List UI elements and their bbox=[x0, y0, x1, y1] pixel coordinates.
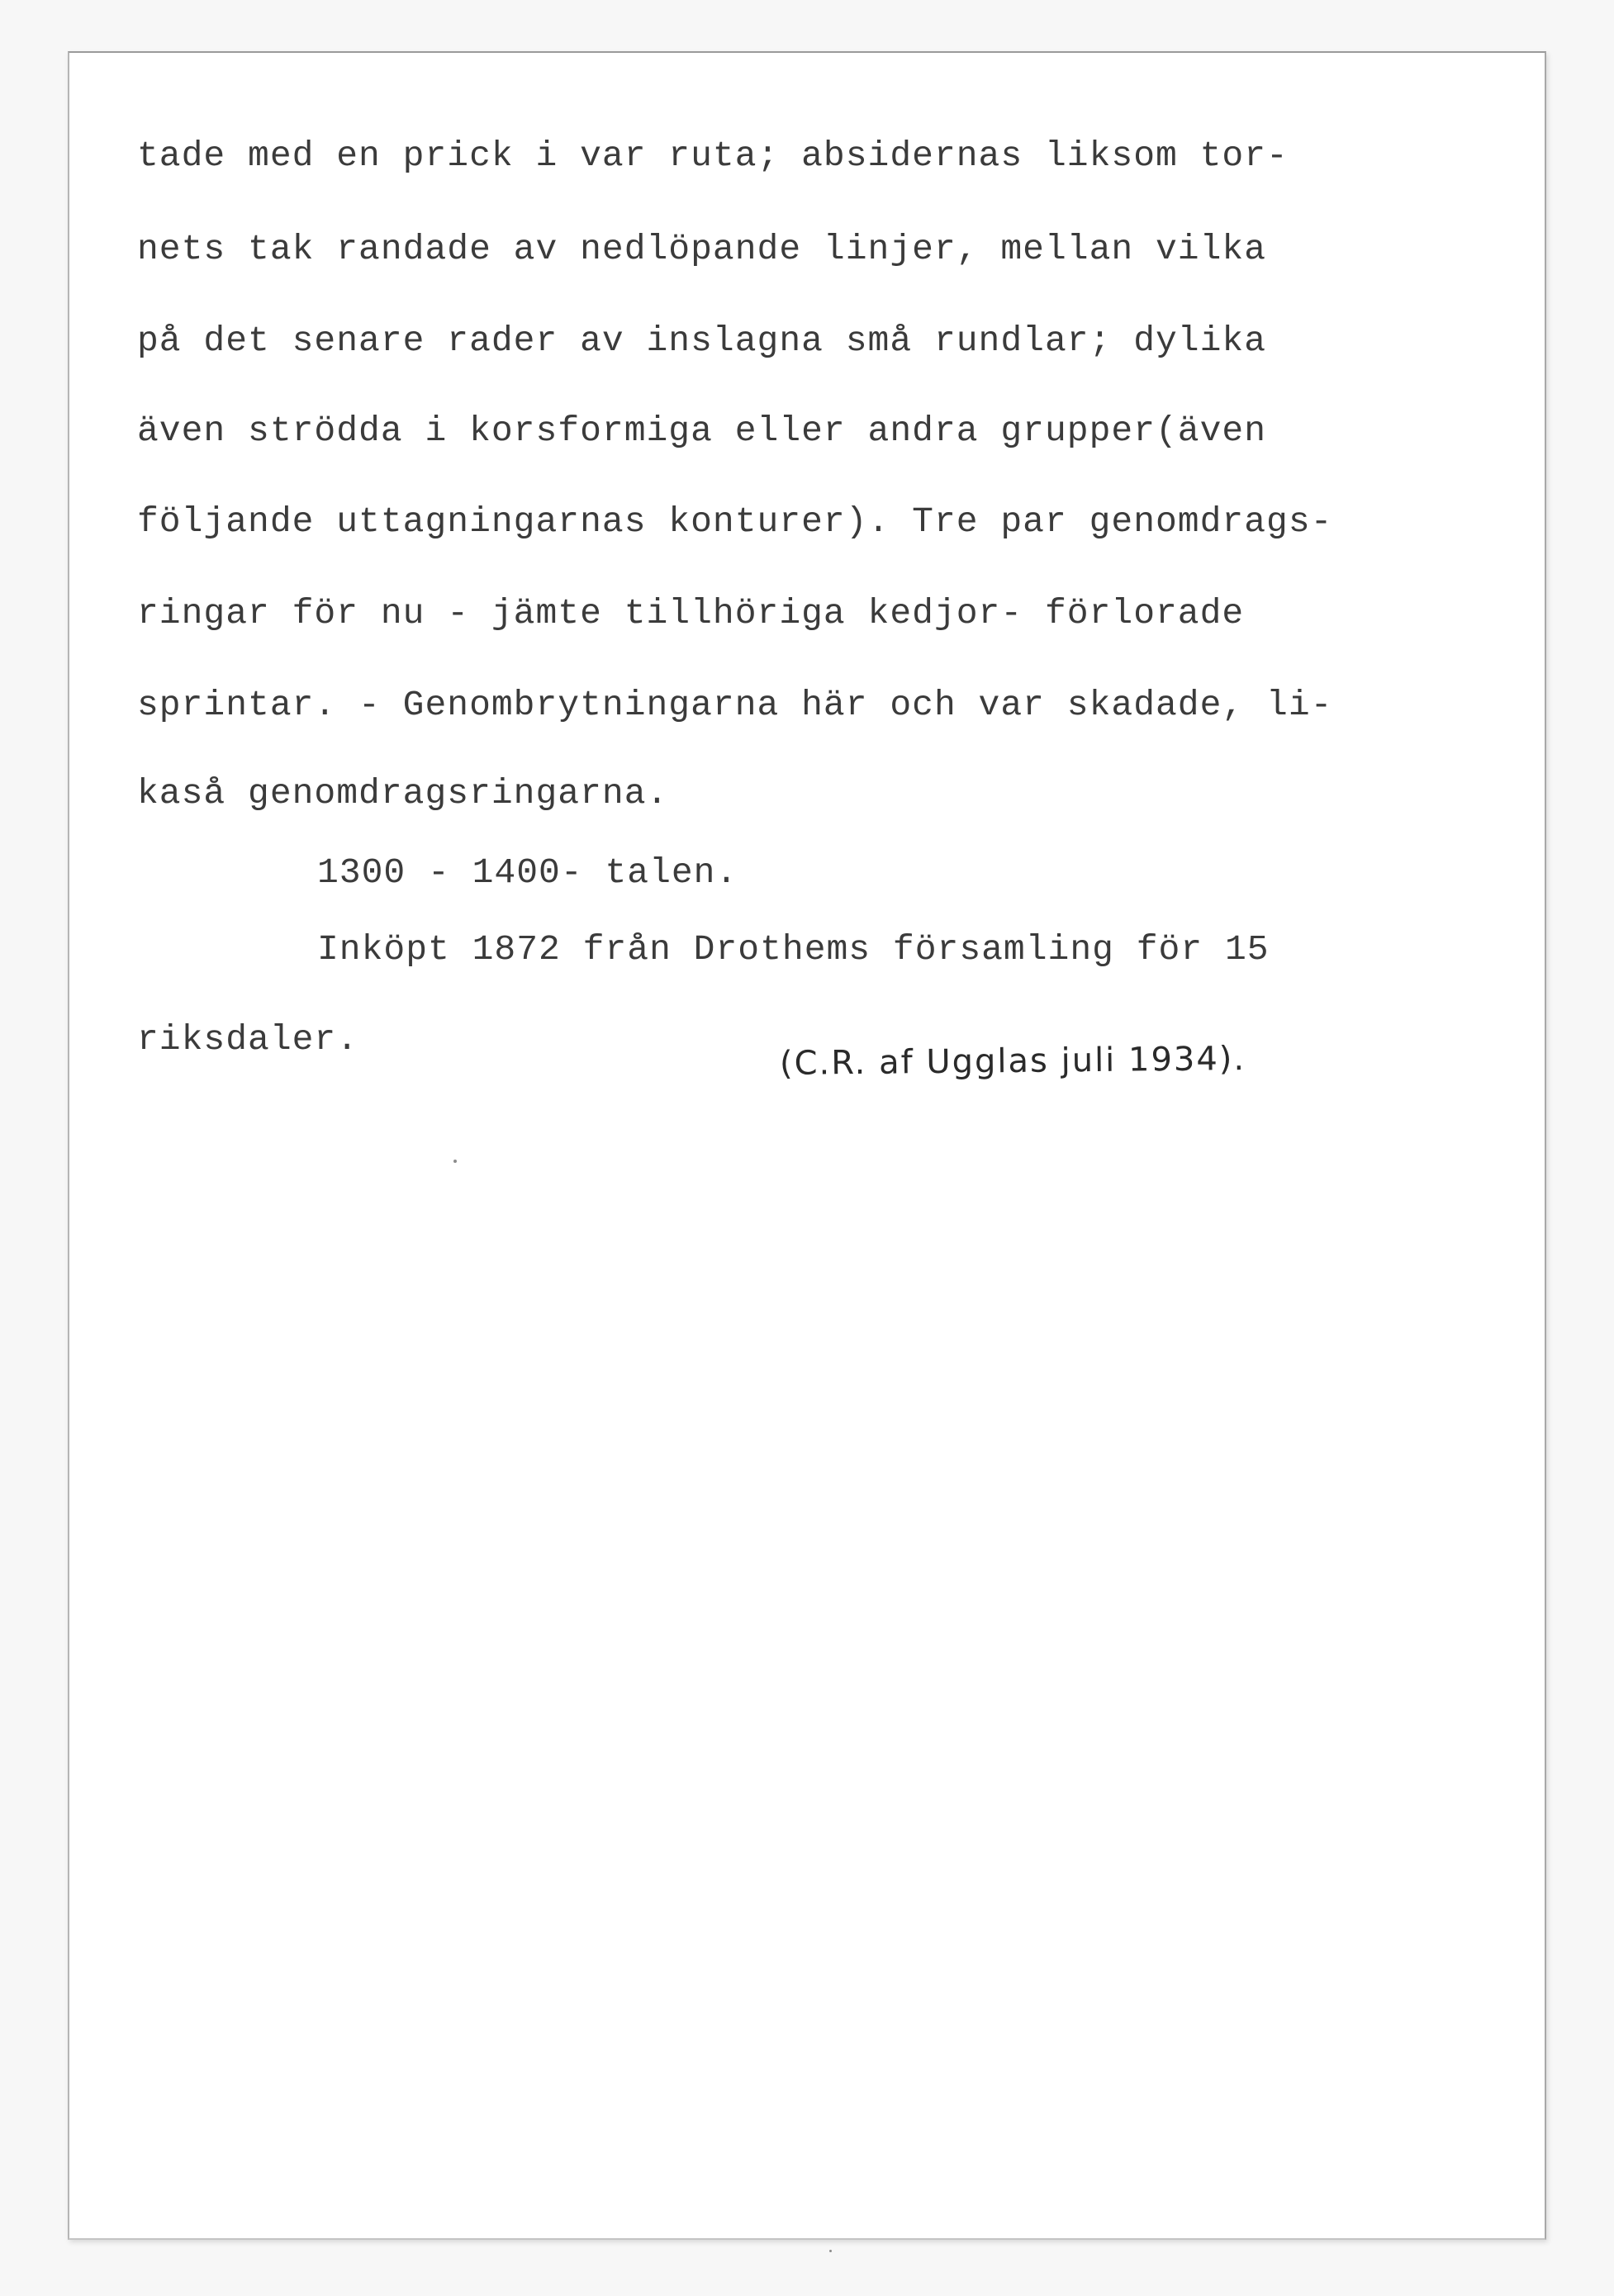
text-line-5: följande uttagningarnas konturer). Tre par genomdrags- bbox=[137, 501, 1333, 542]
document-page bbox=[68, 51, 1546, 2240]
typed-text-block bbox=[69, 53, 1545, 1060]
text-line-6: ringar för nu - jämte tillhöriga kedjor- förlorade bbox=[137, 593, 1245, 633]
text-line-8: kaså genomdragsringarna. bbox=[137, 773, 669, 814]
text-line-2: nets tak randade av nedlöpande linjer, mellan vilka bbox=[137, 229, 1267, 269]
text-line-7: sprintar. - Genombrytningarna här och var skadade, li- bbox=[137, 685, 1333, 725]
provenance-line-1: Inköpt 1872 från Drothems församling för 15 bbox=[317, 929, 1270, 970]
paper-speck bbox=[453, 1160, 457, 1163]
text-line-4: även strödda i korsformiga eller andra grupper(även bbox=[137, 410, 1267, 451]
paper-speck bbox=[829, 2250, 832, 2252]
text-line-3: på det senare rader av inslagna små rundlar; dylika bbox=[137, 320, 1267, 361]
handwritten-signature: (C.R. af Ugglas juli 1934). bbox=[779, 1040, 1246, 1083]
dating-line: 1300 - 1400- talen. bbox=[317, 852, 738, 893]
text-line-1: tade med en prick i var ruta; absidernas liksom tor- bbox=[137, 135, 1289, 176]
provenance-line-2: riksdaler. bbox=[137, 1019, 359, 1060]
